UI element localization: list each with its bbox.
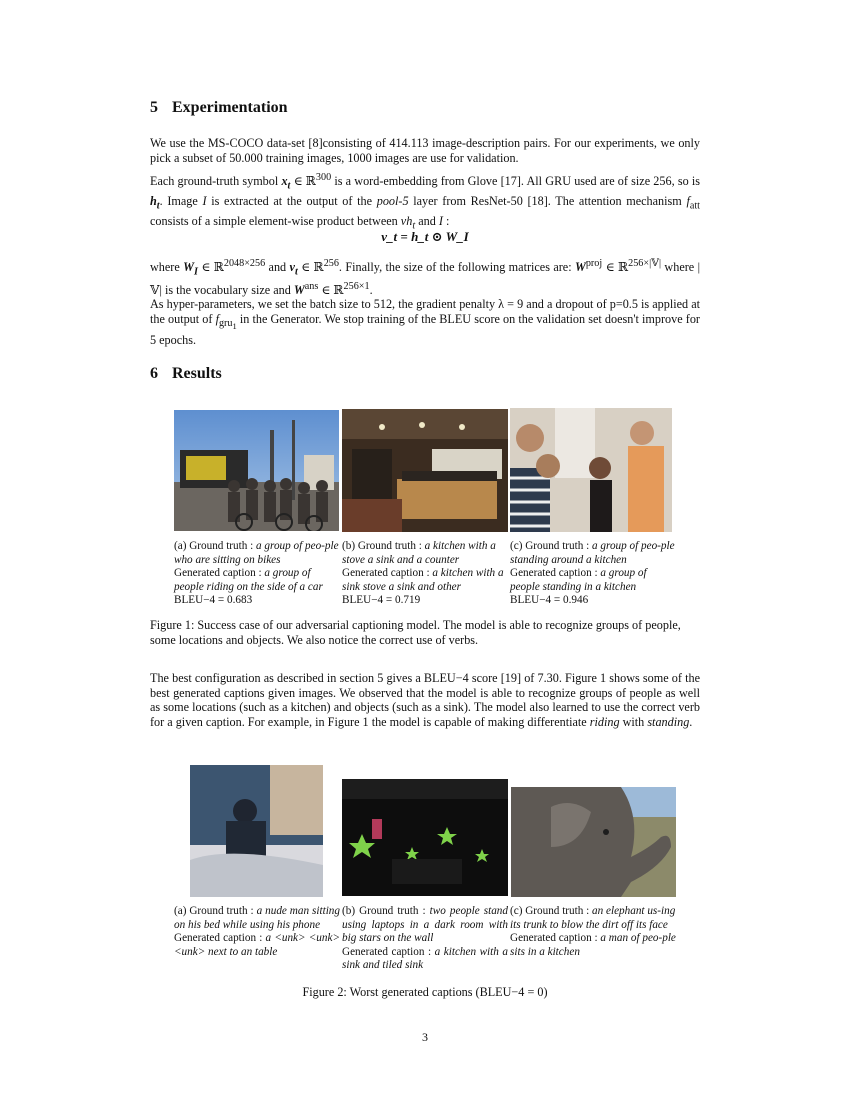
paragraph-results: The best configuration as described in section 5 gives a BLEU−4 score [19] of 7.30. Figure 1 shows some of the best generated captions given images. We observed that the model is able to recognize groups of people as well as some locations (such as a kitchen) and objects (such as a sink). The model also learned to use the correct verb for a given caption. For example, in Figure 1 the model is capable of making differentiate riding with standing. [150,671,700,729]
figure2-subcaption-c: (c) Ground truth : an elephant us-ing its trunk to blow the dirt off its face Generated caption : a man of peo-ple sits in a kitchen [510,905,676,958]
section-6-heading [150,365,222,383]
page-number: 3 [422,1030,428,1044]
figure1-image-kitchen [342,409,508,532]
section-title: Results [172,365,222,382]
figure1-subcaption-c: (c) Ground truth : a group of peo-ple standing around a kitchen Generated caption : a group of people standing in a kitchen BLEU−4 = 0.946 [510,540,675,607]
figure2-subcaption-a: (a) Ground truth : a nude man sitting on his bed while using his phone Generated caption : a <unk> <unk> <unk> next to an table [174,905,341,958]
section-number: 6 [150,365,158,382]
section-title: Experimentation [172,99,288,116]
section-number: 5 [150,99,158,116]
figure1-subcaption-b: (b) Ground truth : a kitchen with a stove a sink and a counter Generated caption : a kitchen with a sink stove a sink and other BLEU−4 = 0.719 [342,540,504,607]
figure2-image-man-bed [190,765,323,897]
figure2-subcaption-b: (b) Ground truth : two people stand using laptops in a dark room with big stars on the wall Generated caption : a kitchen with a sink and tiled sink [342,905,509,972]
figure2-image-elephant [511,787,676,897]
paragraph-hyperparameters: As hyper-parameters, we set the batch size to 512, the gradient penalty λ = 9 and a dropout of p=0.5 is applied at the output of $f_{gru_1}$ in the Generator. We stop training of the BLEU score on the validation set doesn't improve for 5 epochs. [150,297,700,348]
paragraph-embedding: Each ground-truth symbol $x_t$ ∈ ℝ$^{300}$ is a word-embedding from Glove [17]. All GRU used are of size 256, so is $h_t$. Image I is extracted at the output of the pool-5 layer from ResNet-50 [18]. The attention mechanism $f_{att}$ consists of a simple element-wise product between $vh_t$ and I : [150,172,700,232]
section-5-heading [150,99,288,117]
figure1-subcaption-a: (a) Ground truth : a group of peo-ple who are sitting on bikes Generated caption : a group of people riding on the side of a car BLEU−4 = 0.683 [174,540,339,607]
figure2-image-dark-room [342,779,508,896]
paragraph-matrices: where $W_I$ ∈ ℝ$^{2048\times 256}$ and $v_t$ ∈ ℝ$^{256}$. Finally, the size of the following matrices are: $W^{proj}$ ∈ ℝ$^{256\times|𝕍|}$ where |𝕍| is the vocabulary size and $W^{ans}$ ∈ ℝ$^{256\times 1}$. [150,258,701,298]
figure1-caption: Figure 1: Success case of our adversarial captioning model. The model is able to recognize groups of people, some locations and objects. We also notice the correct use of verbs. [150,618,681,647]
equation-attention: v_t = h_t ⊙ W_I [381,229,469,244]
figure1-image-bikes [174,410,339,531]
figure1-image-people-kitchen [510,408,672,532]
paragraph-dataset: We use the MS-COCO data-set [8]consisting of 414.113 image-description pairs. For our experiments, we only pick a subset of 50.000 training images, 1000 images are use for validation. [150,136,700,165]
figure2-caption: Figure 2: Worst generated captions (BLEU−4 = 0) [302,985,548,999]
